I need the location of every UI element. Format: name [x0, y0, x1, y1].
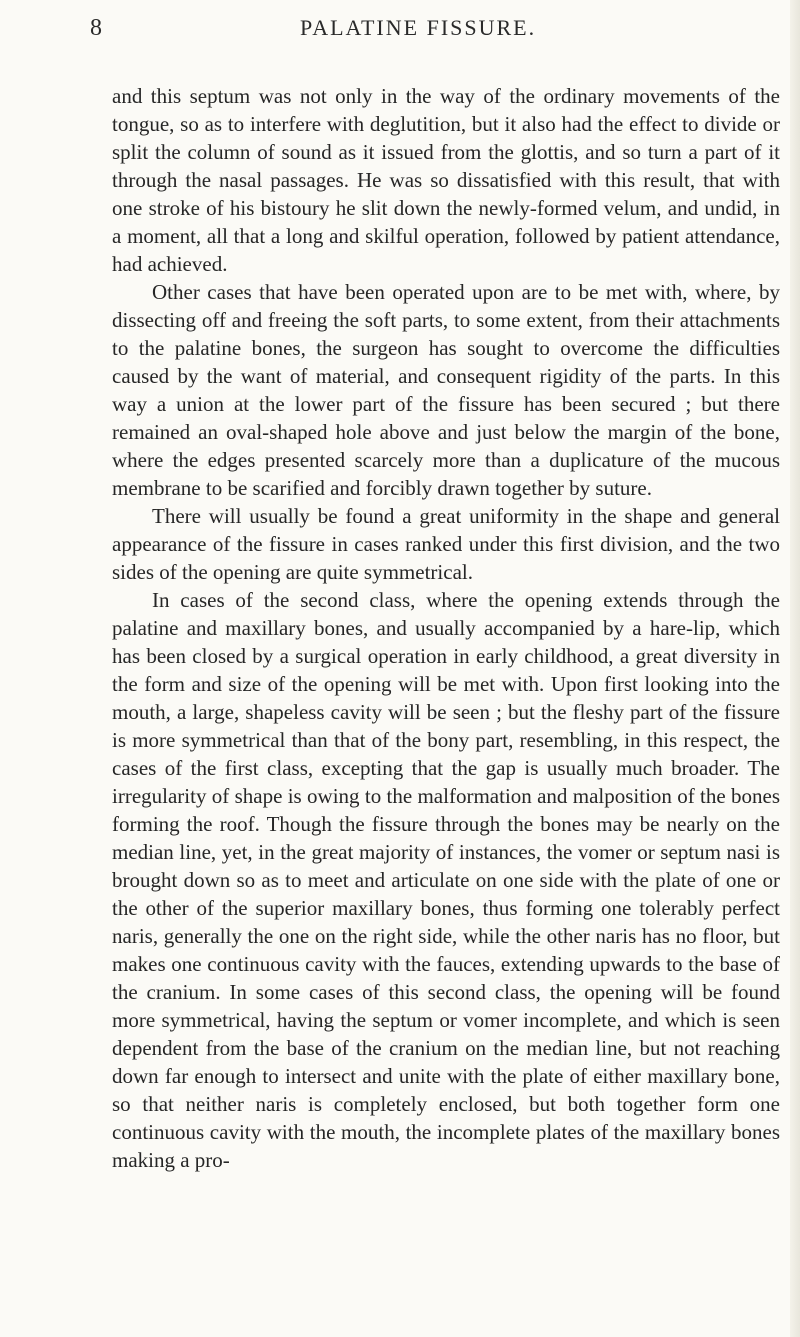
- body-text: [112, 82, 780, 1174]
- paragraph-1: and this septum was not only in the way of the ordinary movements of the tongue, so as to interfere with deglutition, but it also had the effect to divide or split the column of sound as it issued from the glottis, and so turn a part of it through the nasal passages. He was so dissatisfied with this result, that with one stroke of his bistoury he slit down the newly-formed velum, and undid, in a moment, all that a long and skilful operation, followed by patient attendance, had achieved.: [112, 84, 780, 276]
- page-edge: [790, 0, 800, 1337]
- paragraph-4: In cases of the second class, where the opening extends through the palatine and maxillary bones, and usually accompanied by a hare-lip, which has been closed by a surgical operation in early childhood, a great diversity in the form and size of the opening will be met with. Upon first looking into the mouth, a large, shapeless cavity will be seen ; but the fleshy part of the fissure is more symmetrical than that of the bony part, resembling, in this respect, the cases of the first class, excepting that the gap is usually much broader. The irregularity of shape is owing to the malformation and malposition of the bones forming the roof. Though the fissure through the bones may be nearly on the median line, yet, in the great majority of instances, the vomer or septum nasi is brought down so as to meet and articulate on one side with the plate of one or the other of the superior maxillary bones, thus forming one tolerably perfect naris, generally the one on the right side, while the other naris has no floor, but makes one continuous cavity with the fauces, extending upwards to the base of the cranium. In some cases of this second class, the opening will be found more symmetrical, having the septum or vomer incomplete, and which is seen dependent from the base of the cranium on the median line, but not reaching down far enough to intersect and unite with the plate of either maxillary bone, so that neither naris is completely enclosed, but both together form one continuous cavity with the mouth, the incomplete plates of the maxillary bones making a pro-: [112, 588, 780, 1172]
- paragraph-2: Other cases that have been operated upon are to be met with, where, by dissecting off and freeing the soft parts, to some extent, from their attachments to the palatine bones, the surgeon has sought to overcome the difficulties caused by the want of material, and consequent rigidity of the parts. In this way a union at the lower part of the fissure has been secured ; but there remained an oval-shaped hole above and just below the margin of the bone, where the edges presented scarcely more than a duplicature of the mucous membrane to be scarified and forcibly drawn together by suture.: [112, 280, 780, 500]
- running-head: [90, 10, 790, 46]
- page-number: 8: [90, 15, 102, 41]
- paragraph-3: There will usually be found a great uniformity in the shape and general appearance of the fissure in cases ranked under this first division, and the two sides of the opening are quite symmetrical.: [112, 504, 780, 584]
- running-head-title: PALATINE FISSURE.: [300, 15, 537, 40]
